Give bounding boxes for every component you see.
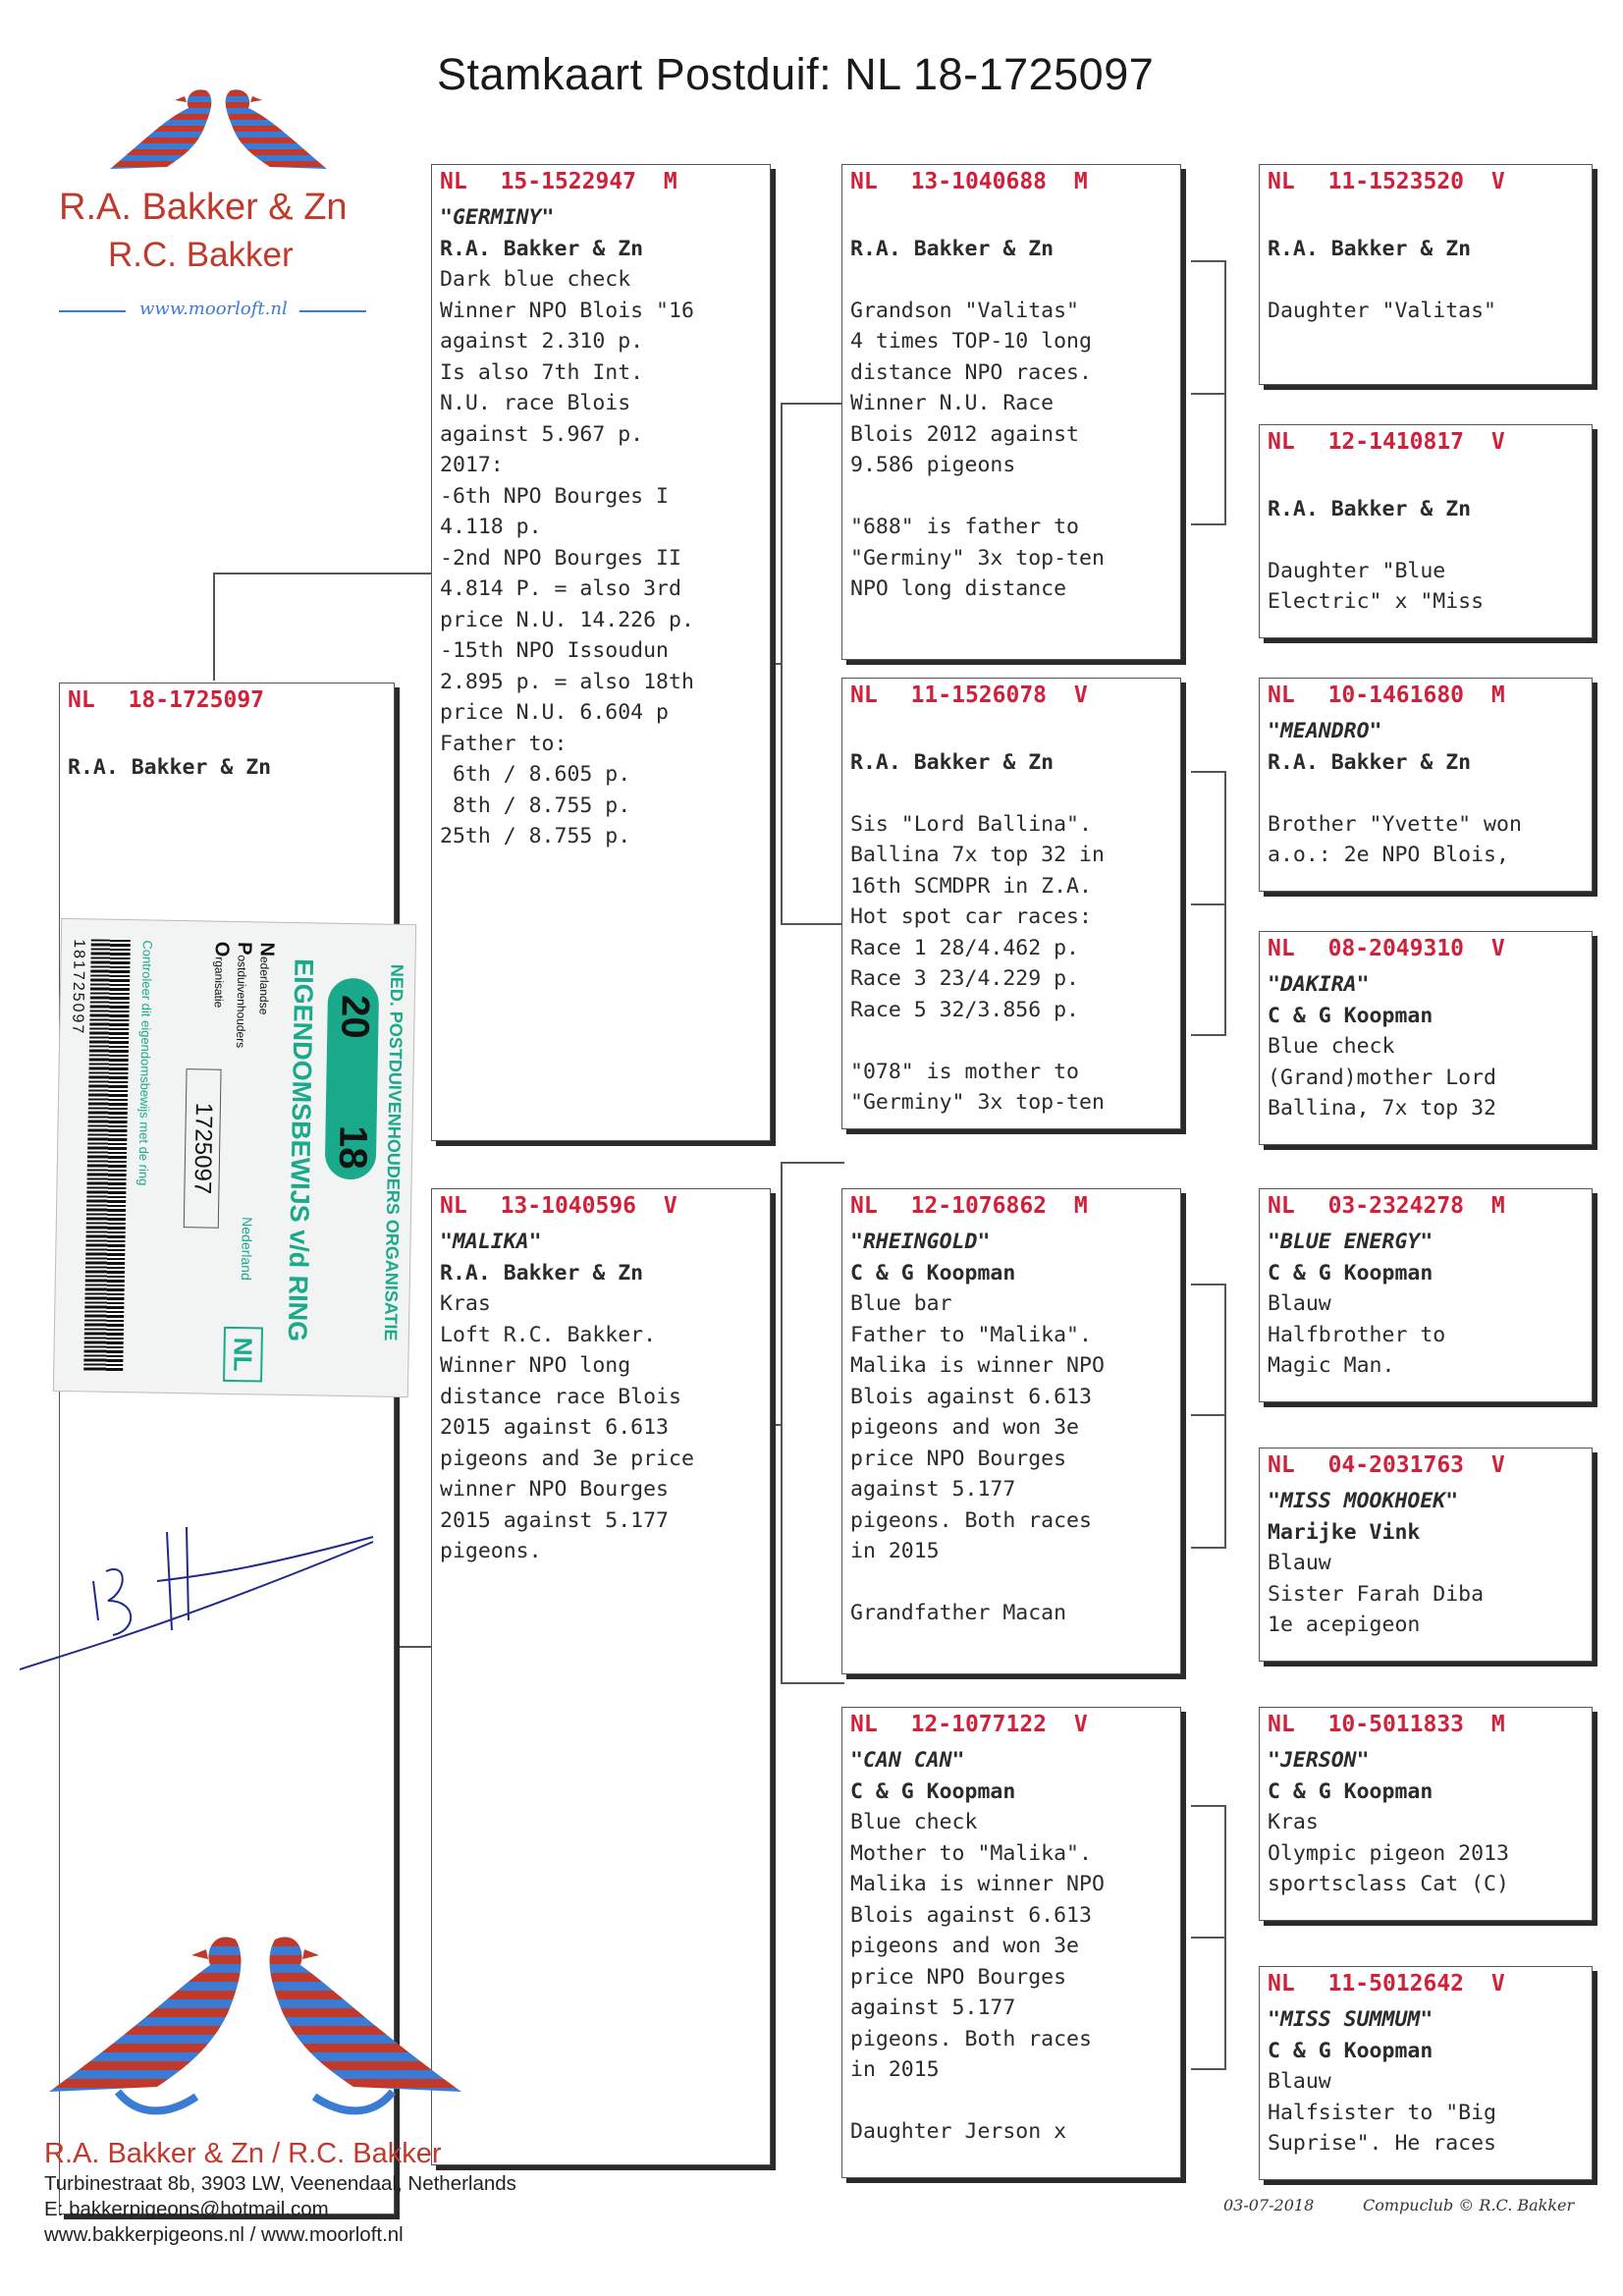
breeder: R.A. Bakker & Zn (440, 236, 644, 261)
pedigree-card-dd-dam (1259, 1966, 1593, 2180)
note-line: (Grand)mother Lord (1268, 1065, 1496, 1090)
sex-marker: V (1490, 169, 1505, 194)
note-line: 9.586 pigeons (850, 453, 1016, 477)
ring-number: 12-1076862 (910, 1193, 1048, 1219)
breeder: C & G Koopman (1268, 1778, 1434, 1804)
logo-underline-left (59, 310, 126, 312)
connector-line (1191, 2068, 1226, 2070)
note-line: Kras (440, 1291, 491, 1316)
note-line: 4.814 P. = also 3rd (440, 576, 681, 601)
connector-line (213, 573, 431, 574)
pigeon-name (1268, 202, 1588, 234)
card-header (850, 169, 1088, 194)
breeder: R.A. Bakker & Zn (850, 749, 1055, 775)
country-code: NL (850, 1712, 878, 1737)
pigeon-name: "JERSON" (1268, 1748, 1370, 1773)
note-line (850, 481, 1176, 513)
note-line: Grandfather Macan (850, 1601, 1067, 1625)
card-header (68, 687, 264, 713)
connector-line (1191, 1937, 1226, 1939)
note-line: in 2015 (850, 1539, 940, 1563)
card-header (850, 683, 1088, 708)
note-line: Halfsister to "Big (1268, 2100, 1496, 2125)
pedigree-card-sd-sire (1259, 678, 1593, 892)
pigeon-name: "RHEINGOLD" (850, 1230, 991, 1254)
signature (20, 1512, 393, 1679)
note-line: -6th NPO Bourges I (440, 483, 669, 509)
note-line: pigeons. Both races (850, 1507, 1092, 1533)
pigeon-name: "DAKIRA" (1268, 972, 1370, 997)
sticker-country-code: NL (223, 1327, 263, 1383)
sticker-year-part-a: 20 (333, 994, 377, 1039)
note-line: price NPO Bourges (850, 1446, 1067, 1471)
note-line: Halfbrother to (1268, 1322, 1446, 1347)
card-header (1268, 936, 1505, 961)
connector-line (1191, 903, 1226, 905)
note-line: Blauw (1268, 1551, 1331, 1575)
note-line: Malika is winner NPO (850, 1353, 1105, 1378)
note-line: Electric" x "Miss (1268, 589, 1485, 614)
note-line: Blois against 6.613 (850, 1384, 1092, 1409)
email: E: bakkerpigeons@hotmail.com (44, 2198, 329, 2220)
sticker-ring-number: 1725097 (184, 1068, 222, 1229)
note-line: Daughter "Valitas" (1268, 298, 1496, 323)
connector-line (1224, 1284, 1226, 1549)
ring-number: 15-1522947 (500, 169, 637, 194)
connector-line (1191, 771, 1226, 773)
note-line: NPO long distance (850, 576, 1067, 601)
ring-number: 12-1410817 (1327, 429, 1465, 455)
note-line: Loft R.C. Bakker. (440, 1322, 657, 1347)
note-line: in 2015 (850, 2057, 940, 2082)
note-line: Winner NPO Blois "16 (440, 298, 694, 323)
pedigree-card-dd-sire (1259, 1707, 1593, 1921)
pigeon-name: "MISS SUMMUM" (1268, 2007, 1434, 2032)
ring-number: 12-1077122 (910, 1712, 1048, 1737)
breeder: Marijke Vink (1268, 1519, 1421, 1545)
logo-underline-right (299, 310, 366, 312)
pigeon-name: "MEANDRO" (1268, 719, 1382, 743)
connector-line (1191, 260, 1226, 262)
pedigree-card-sire-dam (841, 678, 1181, 1129)
sex-marker: V (1490, 1452, 1505, 1478)
pedigree-card-sire-sire (841, 164, 1181, 660)
sex-marker: M (1073, 169, 1088, 194)
note-line: "688" is father to (850, 515, 1079, 539)
card-header (440, 1193, 677, 1219)
card-header (1268, 429, 1505, 455)
note-line (1268, 778, 1588, 809)
pigeon-name (850, 202, 1176, 234)
breeder: C & G Koopman (1268, 2038, 1434, 2063)
connector-line (1191, 393, 1226, 395)
sex-marker: V (1490, 1971, 1505, 1996)
connector-line (1191, 1034, 1226, 1036)
note-line: distance race Blois (440, 1384, 681, 1409)
note-line: N.U. race Blois (440, 391, 631, 415)
note-line: 2015 against 6.613 (440, 1415, 669, 1440)
sticker-org-text: NED. POSTDUIVENHOUDERS ORGANISATIE (380, 963, 407, 1341)
ring-number: 03-2324278 (1327, 1193, 1465, 1219)
breeder: R.A. Bakker & Zn (1268, 496, 1472, 521)
country-code: NL (1268, 1452, 1295, 1478)
note-line: a.o.: 2e NPO Blois, (1268, 843, 1509, 867)
pigeon-name (1268, 463, 1588, 494)
note-line: -2nd NPO Bourges II (440, 545, 681, 571)
country-code: NL (440, 169, 467, 194)
pedigree-card-dam-dam (841, 1707, 1181, 2178)
note-line: Olympic pigeon 2013 (1268, 1840, 1509, 1866)
note-line: 4.118 p. (440, 515, 542, 539)
sex-marker: V (1490, 936, 1505, 961)
connector-line (1191, 1805, 1226, 1807)
connector-line (781, 1162, 783, 1682)
note-line: winner NPO Bourges (440, 1477, 669, 1502)
logo-name-bottom: R.A. Bakker & Zn / R.C. Bakker (44, 2138, 442, 2169)
note-line: Magic Man. (1268, 1353, 1395, 1378)
card-header (1268, 1712, 1505, 1737)
footer-date: 03-07-2018 (1223, 2196, 1315, 2214)
sex-marker: M (1073, 1193, 1088, 1219)
note-line: Grandson "Valitas" (850, 298, 1079, 323)
connector-line (771, 663, 783, 665)
breeder: R.A. Bakker & Zn (850, 236, 1055, 261)
note-line: Dark blue check (440, 267, 631, 292)
note-line: pigeons and 3e price (440, 1446, 694, 1471)
note-line: 4 times TOP-10 long (850, 329, 1092, 354)
connector-line (781, 1162, 844, 1164)
note-line: Is also 7th Int. (440, 359, 644, 385)
note-line: Kras (1268, 1810, 1319, 1834)
connector-line (213, 573, 215, 681)
npo-word: ostduivenhouders (233, 955, 249, 1049)
card-header (1268, 1193, 1505, 1219)
card-header (1268, 1971, 1505, 1996)
breeder: C & G Koopman (850, 1778, 1016, 1804)
breeder: R.A. Bakker & Zn (1268, 236, 1472, 261)
note-line: distance NPO races. (850, 359, 1092, 385)
note-line (850, 264, 1176, 296)
sex-marker: V (663, 1193, 677, 1219)
note-line: "078" is mother to (850, 1059, 1079, 1084)
country-code: NL (850, 169, 878, 194)
pedigree-card-dam (431, 1188, 771, 2165)
pigeons-logo-icon (59, 79, 383, 187)
sticker-barcode (83, 939, 131, 1372)
sticker-country: Nederland (238, 1217, 255, 1281)
sticker-title: EIGENDOMSBEWIJS v/d RING (282, 957, 319, 1342)
connector-line (1191, 1414, 1226, 1416)
note-line: Daughter "Blue (1268, 558, 1446, 583)
note-line: Winner NPO long (440, 1353, 631, 1378)
note-line: Blue check (850, 1810, 978, 1834)
ring-number: 11-1523520 (1327, 169, 1465, 194)
pigeons-logo-icon (39, 1920, 471, 2136)
npo-word: rganisatie (211, 957, 227, 1009)
note-line: Blois 2012 against (850, 421, 1079, 447)
breeder: C & G Koopman (850, 1260, 1016, 1285)
note-line: Hot spot car races: (850, 904, 1092, 929)
note-line: -15th NPO Issoudun (440, 638, 669, 663)
ring-number: 04-2031763 (1327, 1452, 1465, 1478)
connector-line (1191, 1547, 1226, 1549)
ring-number: 11-1526078 (910, 683, 1048, 708)
note-line: 8th / 8.755 p. (440, 793, 631, 818)
breeder: R.A. Bakker & Zn (68, 755, 272, 780)
note-line: Blois against 6.613 (850, 1902, 1092, 1928)
pedigree-card-ss-sire (1259, 164, 1593, 385)
note-line: Blue bar (850, 1291, 952, 1316)
connector-line (1191, 1284, 1226, 1285)
note-line: Blauw (1268, 1291, 1331, 1316)
note-line: Father to: (440, 731, 568, 756)
note-line (850, 778, 1176, 809)
pigeon-name: "MISS MOOKHOEK" (1268, 1489, 1459, 1513)
note-line: pigeons and won 3e (850, 1415, 1079, 1440)
note-line: Race 5 32/3.856 p. (850, 997, 1079, 1022)
breeder: C & G Koopman (1268, 1260, 1434, 1285)
note-line: 16th SCMDPR in Z.A. (850, 873, 1092, 899)
note-line: against 5.177 (850, 1995, 1016, 2020)
note-line: 25th / 8.755 p. (440, 824, 631, 848)
note-line: Father to "Malika". (850, 1322, 1092, 1347)
country-code: NL (1268, 936, 1295, 961)
sex-marker: M (1490, 1712, 1505, 1737)
country-code: NL (1268, 1193, 1295, 1219)
card-header (850, 1193, 1088, 1219)
country-code: NL (1268, 429, 1295, 455)
note-line (850, 2086, 1176, 2117)
note-line: sportsclass Cat (C) (1268, 1872, 1509, 1896)
sex-marker: M (1490, 683, 1505, 708)
note-line: Race 1 28/4.462 p. (850, 935, 1079, 960)
pedigree-card-sire (431, 164, 771, 1141)
note-line: Brother "Yvette" won (1268, 811, 1522, 837)
page-title: Stamkaart Postduif: NL 18-1725097 (437, 49, 1155, 99)
ring-ownership-sticker (53, 918, 416, 1397)
logo-name-second: R.C. Bakker (108, 236, 294, 274)
sticker-npo-logo (208, 942, 278, 1061)
ring-number: 13-1040596 (500, 1193, 637, 1219)
ring-number: 18-1725097 (128, 687, 265, 713)
card-header (1268, 169, 1505, 194)
note-line: 2017: (440, 453, 504, 477)
breeder: R.A. Bakker & Zn (1268, 749, 1472, 775)
country-code: NL (1268, 683, 1295, 708)
sticker-barcode-number: 181725097 (69, 939, 87, 1036)
note-line (850, 1025, 1176, 1057)
country-code: NL (1268, 1712, 1295, 1737)
ring-number: 08-2049310 (1327, 936, 1465, 961)
ring-number: 10-5011833 (1327, 1712, 1465, 1737)
note-line: Winner N.U. Race (850, 391, 1055, 415)
note-line: Suprise". He races (1268, 2131, 1496, 2156)
card-header (440, 169, 677, 194)
ring-number: 10-1461680 (1327, 683, 1465, 708)
pedigree-card-dam-sire (841, 1188, 1181, 1674)
top-logo (59, 79, 383, 344)
sticker-year-part-b: 18 (330, 1124, 375, 1170)
note-line: Blauw (1268, 2069, 1331, 2094)
pigeon-name: "CAN CAN" (850, 1748, 965, 1773)
note-line (1268, 264, 1588, 296)
sex-marker: V (1073, 683, 1088, 708)
note-line: Malika is winner NPO (850, 1872, 1105, 1896)
country-code: NL (1268, 169, 1295, 194)
note-line: Race 3 23/4.229 p. (850, 966, 1079, 991)
card-header (1268, 1452, 1505, 1478)
address: Turbinestraat 8b, 3903 LW, Veenendaal, Netherlands (44, 2172, 516, 2195)
note-line (850, 1567, 1176, 1599)
note-line: price N.U. 6.604 p (440, 700, 669, 725)
pigeon-name: "MALIKA" (440, 1230, 542, 1254)
breeder: C & G Koopman (1268, 1003, 1434, 1028)
breeder: R.A. Bakker & Zn (440, 1260, 644, 1285)
pigeon-name: "BLUE ENERGY" (1268, 1230, 1434, 1254)
note-line: Ballina 7x top 32 in (850, 843, 1105, 867)
connector-line (781, 1682, 844, 1684)
logo-website-small: www.moorloft.nl (139, 299, 288, 319)
npo-word: ederlandse (256, 956, 272, 1015)
note-line: price NPO Bourges (850, 1964, 1067, 1990)
note-line: against 2.310 p. (440, 329, 644, 354)
note-line: Daughter Jerson x (850, 2119, 1067, 2144)
note-line: "Germiny" 3x top-ten (850, 1090, 1105, 1115)
note-line: pigeons. Both races (850, 2026, 1092, 2051)
note-line: Mother to "Malika". (850, 1840, 1092, 1866)
pedigree-card-ss-dam (1259, 424, 1593, 638)
pigeon-name (850, 716, 1176, 747)
sex-marker: M (1490, 1193, 1505, 1219)
note-line (1268, 524, 1588, 556)
country-code: NL (850, 1193, 878, 1219)
pedigree-card-sd-dam (1259, 931, 1593, 1145)
sex-marker: M (663, 169, 677, 194)
sticker-check-note: Controleer dit eigendomsbewijs met de ring (135, 940, 155, 1186)
note-line: price N.U. 14.226 p. (440, 607, 694, 632)
pedigree-card-ds-dam (1259, 1448, 1593, 1662)
logo-name-top: R.A. Bakker & Zn (59, 187, 348, 228)
sex-marker: V (1073, 1712, 1088, 1737)
npo-letter: P (233, 941, 255, 956)
connector-line (781, 923, 844, 925)
note-line: Blue check (1268, 1034, 1395, 1059)
pigeon-name: "GERMINY" (440, 205, 555, 230)
sex-marker: V (1490, 429, 1505, 455)
note-line: against 5.967 p. (440, 421, 644, 447)
npo-letter: O (210, 941, 233, 957)
ring-number: 11-5012642 (1327, 1971, 1465, 1996)
ring-number: 13-1040688 (910, 169, 1048, 194)
country-code: NL (68, 687, 95, 713)
note-line: 2.895 p. = also 18th (440, 669, 694, 694)
country-code: NL (1268, 1971, 1295, 1996)
note-line: against 5.177 (850, 1477, 1016, 1502)
websites: www.bakkerpigeons.nl / www.moorloft.nl (44, 2223, 404, 2246)
npo-letter: N (255, 942, 278, 957)
connector-line (781, 403, 844, 405)
connector-line (1191, 523, 1226, 525)
note-line: 6th / 8.605 p. (440, 762, 631, 787)
note-line: Ballina, 7x top 32 (1268, 1096, 1496, 1121)
footer-copyright: Compuclub © R.C. Bakker (1363, 2196, 1575, 2214)
pedigree-card-ds-sire (1259, 1188, 1593, 1402)
note-line: "Germiny" 3x top-ten (850, 545, 1105, 571)
note-line: Sister Farah Diba (1268, 1581, 1485, 1607)
note-line: pigeons and won 3e (850, 1934, 1079, 1958)
card-header (1268, 683, 1505, 708)
country-code: NL (440, 1193, 467, 1219)
country-code: NL (850, 683, 878, 708)
note-line: pigeons. (440, 1539, 542, 1563)
connector-line (771, 1424, 783, 1426)
note-line: 2015 against 5.177 (440, 1507, 669, 1533)
note-line: Sis "Lord Ballina". (850, 811, 1092, 837)
card-header (850, 1712, 1088, 1737)
note-line: 1e acepigeon (1268, 1613, 1421, 1637)
